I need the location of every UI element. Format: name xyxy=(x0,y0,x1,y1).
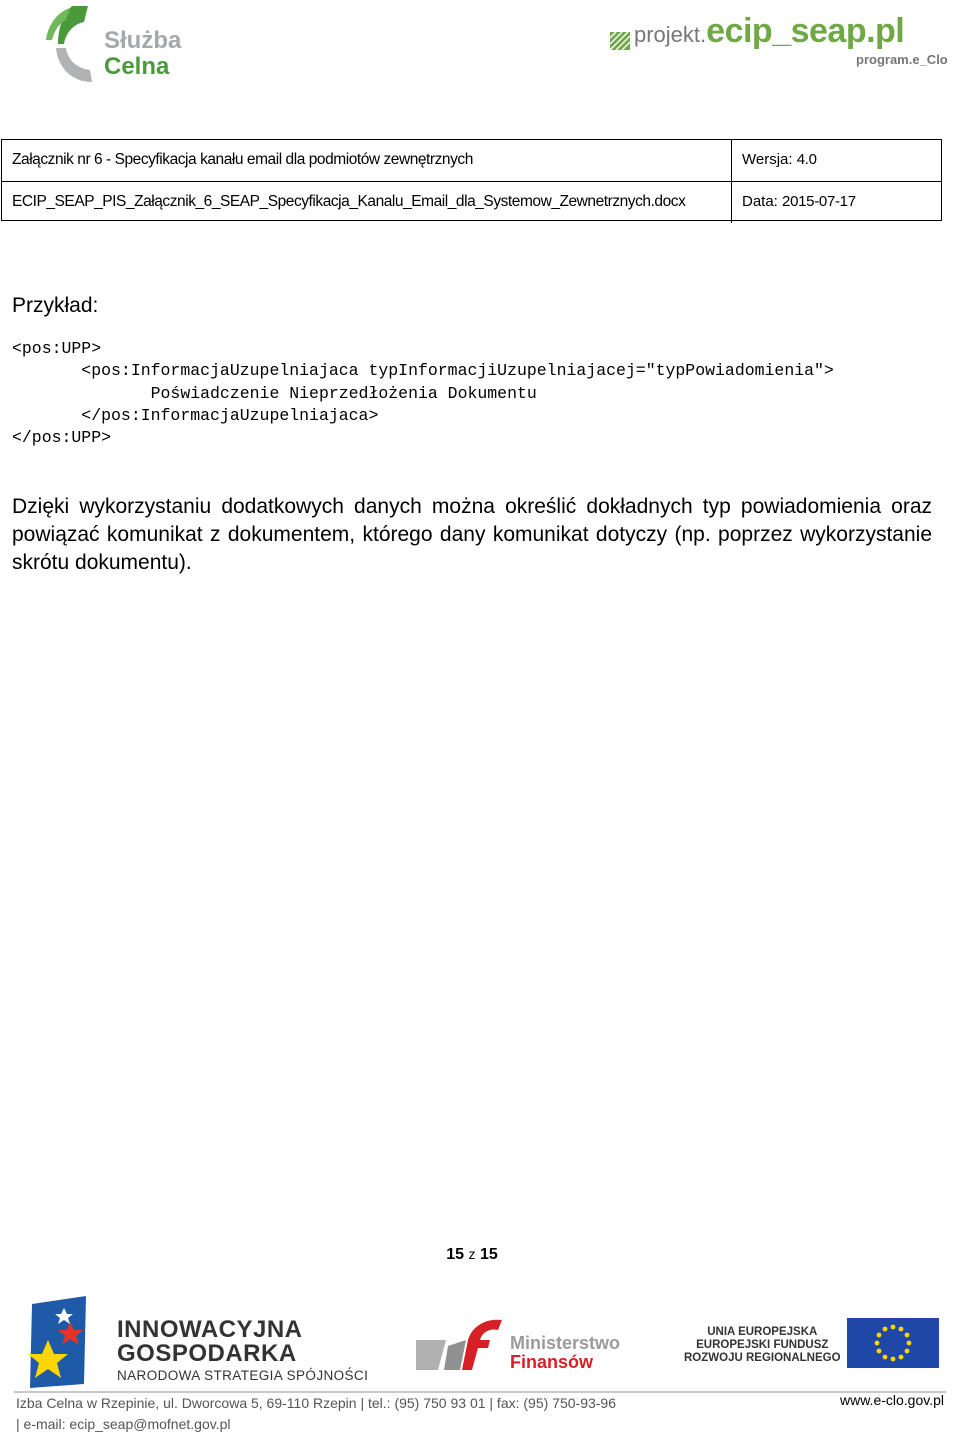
innowacyjna-gospodarka-emblem-icon xyxy=(14,1296,110,1393)
date-cell xyxy=(742,182,856,222)
body-paragraph: Dzięki wykorzystaniu dodatkowych danych można określić dokładnych typ powiadomienia oraz powiązać komunikat z dokumentem, którego dany komunikat dotyczy (np. poprzez wykorzystanie skrótu dokumentu). xyxy=(12,495,932,574)
header-table xyxy=(1,139,942,221)
ig-line-2: GOSPODARKA xyxy=(117,1340,297,1367)
code-example xyxy=(12,338,834,449)
footer-divider xyxy=(14,1391,946,1393)
code-line: <pos:UPP> xyxy=(12,339,102,358)
page-total: 15 xyxy=(479,1246,498,1263)
ue-line-2: EUROPEJSKI FUNDUSZ xyxy=(696,1339,829,1351)
page-current: 15 xyxy=(446,1246,465,1263)
column-divider xyxy=(731,182,732,223)
ministerstwo-finansow-logo xyxy=(510,1334,620,1372)
ig-line-1: INNOWACYJNA xyxy=(117,1316,303,1343)
version-label: Wersja: xyxy=(742,151,793,168)
ecip-name: ecip_seap.pl xyxy=(706,12,905,50)
version-cell xyxy=(742,140,817,180)
ecip-stripes-icon xyxy=(610,32,630,55)
innowacyjna-gospodarka-logo xyxy=(117,1318,368,1386)
mf-line-2: Finansów xyxy=(510,1352,594,1372)
mf-line-1: Ministerstwo xyxy=(510,1333,621,1353)
ig-line-3: NARODOWA STRATEGIA SPÓJNOŚCI xyxy=(117,1368,369,1383)
column-divider xyxy=(731,140,732,181)
footer-email: | e-mail: ecip_seap@mofnet.gov.pl xyxy=(16,1416,231,1432)
ue-line-3: ROZWOJU REGIONALNEGO xyxy=(684,1352,841,1364)
eu-flag-icon xyxy=(847,1318,939,1373)
ministerstwo-finansow-emblem-icon xyxy=(416,1318,506,1375)
page-number xyxy=(0,1246,944,1264)
logo-line-1: Służba xyxy=(104,27,182,54)
code-line: Poświadczenie Nieprzedłożenia Dokumentu xyxy=(12,383,537,403)
example-heading: Przykład: xyxy=(12,294,99,317)
document-title: Załącznik nr 6 - Specyfikacja kanału email dla podmiotów zewnętrznych xyxy=(12,151,473,168)
header-row-title xyxy=(2,140,941,181)
ecip-subtitle: program.e_Clo xyxy=(856,52,948,67)
code-line: <pos:InformacjaUzupelniajaca typInformacjiUzupelniajacej="typPowiadomienia"> xyxy=(12,361,834,381)
document-filename: ECIP_SEAP_PIS_Załącznik_6_SEAP_Specyfikacja_Kanalu_Email_dla_Systemow_Zewnetrznych.docx xyxy=(12,193,686,210)
version-value: 4.0 xyxy=(796,151,817,168)
page-separator: z xyxy=(468,1246,476,1262)
date-label: Data: xyxy=(742,193,778,210)
ecip-prefix: projekt. xyxy=(634,22,707,47)
unia-europejska-logo xyxy=(684,1326,841,1365)
sluzba-celna-wordmark xyxy=(104,28,181,80)
footer-website-link[interactable]: www.e-clo.gov.pl xyxy=(840,1392,945,1408)
logo-line-2: Celna xyxy=(104,53,170,80)
sluzba-celna-emblem-icon xyxy=(44,4,104,86)
header-row-filename xyxy=(2,181,941,223)
ue-line-1: UNIA EUROPEJSKA xyxy=(707,1326,818,1338)
code-line: </pos:UPP> xyxy=(12,428,112,448)
date-value: 2015-07-17 xyxy=(782,193,856,210)
footer-address: Izba Celna w Rzepinie, ul. Dworcowa 5, 69-110 Rzepin | tel.: (95) 750 93 01 | fax: (95) 750-93-96 xyxy=(16,1395,617,1411)
code-line: </pos:InformacjaUzupelniajaca> xyxy=(12,405,379,425)
ecip-seap-logo xyxy=(634,12,904,51)
